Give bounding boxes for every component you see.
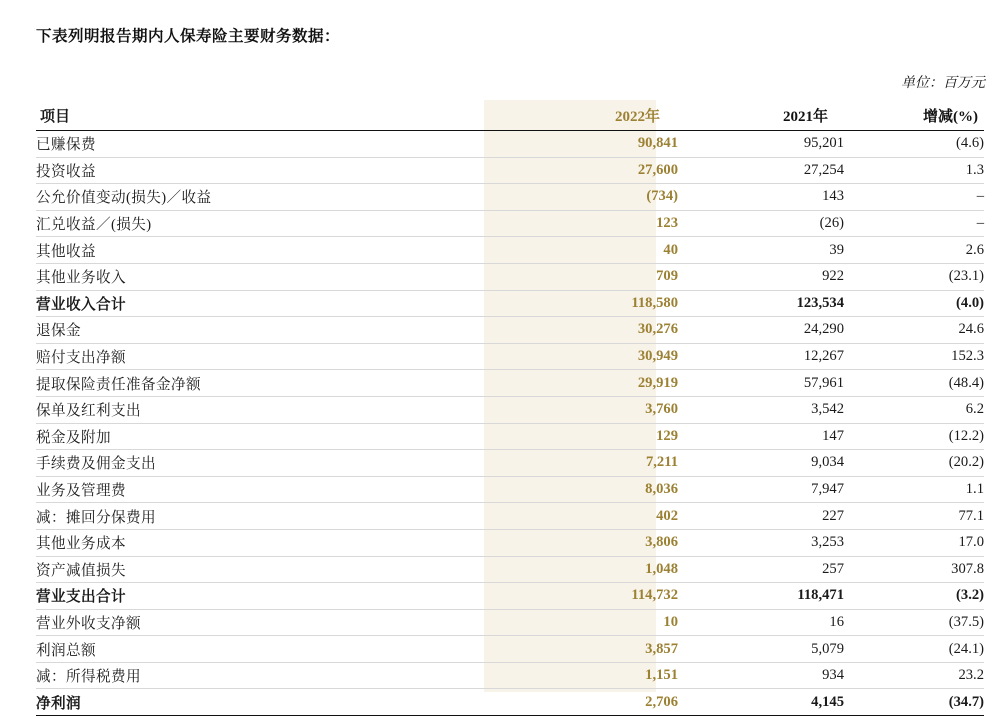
row-value-change: – [844,210,984,237]
row-value-2021: 147 [678,423,844,450]
row-value-change: 307.8 [844,556,984,583]
row-value-2021: 57,961 [678,370,844,397]
row-value-change: 152.3 [844,343,984,370]
row-value-2022: 29,919 [498,370,678,397]
row-value-change: 6.2 [844,396,984,423]
row-value-2021: 3,542 [678,396,844,423]
row-value-change: (3.2) [844,583,984,610]
row-item-label: 业务及管理费 [36,476,498,503]
table-row [36,503,984,530]
row-item-label: 营业支出合计 [36,583,498,610]
row-value-change: (4.6) [844,131,984,158]
row-value-change: 1.3 [844,157,984,184]
row-item-label: 净利润 [36,689,498,716]
row-value-2021: 143 [678,184,844,211]
table-row [36,636,984,663]
row-value-2021: 12,267 [678,343,844,370]
row-value-change: 24.6 [844,317,984,344]
row-value-2022: 40 [498,237,678,264]
row-value-2022: 8,036 [498,476,678,503]
column-header-2021: 2021年 [678,100,844,131]
financial-data-table [36,100,984,716]
row-value-change: (24.1) [844,636,984,663]
row-value-change: (23.1) [844,263,984,290]
row-item-label: 公允价值变动(损失)／收益 [36,184,498,211]
row-value-change: – [844,184,984,211]
table-row [36,157,984,184]
row-value-2021: 227 [678,503,844,530]
row-value-2022: 2,706 [498,689,678,716]
table-row [36,529,984,556]
row-value-2021: 24,290 [678,317,844,344]
table-row [36,662,984,689]
row-value-2022: 3,806 [498,529,678,556]
unit-note: 单位：百万元 [901,76,985,91]
row-value-change: (20.2) [844,450,984,477]
row-item-label: 手续费及佣金支出 [36,450,498,477]
table-row [36,343,984,370]
table-body [36,131,984,716]
row-value-2022: 27,600 [498,157,678,184]
row-value-change: (12.2) [844,423,984,450]
table-row [36,210,984,237]
row-value-2021: 5,079 [678,636,844,663]
row-value-change: 1.1 [844,476,984,503]
row-value-change: 2.6 [844,237,984,264]
row-item-label: 其他收益 [36,237,498,264]
row-item-label: 投资收益 [36,157,498,184]
row-item-label: 赔付支出净额 [36,343,498,370]
row-value-2021: (26) [678,210,844,237]
row-value-2021: 123,534 [678,290,844,317]
column-header-item: 项目 [36,100,498,131]
row-value-2022: 7,211 [498,450,678,477]
row-value-2021: 16 [678,609,844,636]
row-value-2021: 7,947 [678,476,844,503]
row-value-change: (4.0) [844,290,984,317]
table-row [36,237,984,264]
row-value-2022: 709 [498,263,678,290]
row-value-change: (34.7) [844,689,984,716]
column-header-change: 增减(%) [844,100,984,131]
table-row [36,423,984,450]
row-item-label: 减：摊回分保费用 [36,503,498,530]
table-header-row [36,100,984,131]
row-item-label: 其他业务成本 [36,529,498,556]
row-value-change: 17.0 [844,529,984,556]
row-item-label: 汇兑收益／(损失) [36,210,498,237]
row-value-change: 23.2 [844,662,984,689]
table-row [36,184,984,211]
row-value-2021: 95,201 [678,131,844,158]
table-row [36,317,984,344]
row-value-change: (37.5) [844,609,984,636]
table-row [36,476,984,503]
row-value-2022: 3,760 [498,396,678,423]
row-item-label: 减：所得税费用 [36,662,498,689]
row-value-2021: 934 [678,662,844,689]
row-value-2021: 257 [678,556,844,583]
row-item-label: 保单及红利支出 [36,396,498,423]
row-value-2021: 118,471 [678,583,844,610]
table-header [36,100,984,131]
row-value-2022: 1,048 [498,556,678,583]
row-value-change: (48.4) [844,370,984,397]
table-row [36,609,984,636]
table-row [36,370,984,397]
table-row [36,450,984,477]
table-row [36,290,984,317]
row-value-2022: 3,857 [498,636,678,663]
row-value-2022: 1,151 [498,662,678,689]
column-header-2022: 2022年 [498,100,678,131]
row-item-label: 营业收入合计 [36,290,498,317]
row-value-2022: 10 [498,609,678,636]
table-row [36,263,984,290]
row-value-2021: 3,253 [678,529,844,556]
row-value-2022: 30,949 [498,343,678,370]
row-value-2021: 922 [678,263,844,290]
table-row [36,396,984,423]
row-value-2022: 123 [498,210,678,237]
row-value-2021: 27,254 [678,157,844,184]
row-item-label: 已赚保费 [36,131,498,158]
row-value-2022: 114,732 [498,583,678,610]
table-row [36,583,984,610]
row-item-label: 税金及附加 [36,423,498,450]
row-value-change: 77.1 [844,503,984,530]
row-item-label: 资产减值损失 [36,556,498,583]
row-value-2022: 30,276 [498,317,678,344]
row-item-label: 营业外收支净额 [36,609,498,636]
table-row [36,556,984,583]
row-value-2021: 39 [678,237,844,264]
table-row [36,689,984,716]
row-value-2022: 129 [498,423,678,450]
row-item-label: 其他业务收入 [36,263,498,290]
intro-text: 下表列明报告期内人保寿险主要财务数据： [36,28,341,45]
row-value-2022: 118,580 [498,290,678,317]
row-value-2022: 90,841 [498,131,678,158]
row-value-2022: 402 [498,503,678,530]
row-item-label: 利润总额 [36,636,498,663]
table-row [36,131,984,158]
row-item-label: 退保金 [36,317,498,344]
row-value-2021: 9,034 [678,450,844,477]
row-item-label: 提取保险责任准备金净额 [36,370,498,397]
row-value-2022: (734) [498,184,678,211]
row-value-2021: 4,145 [678,689,844,716]
